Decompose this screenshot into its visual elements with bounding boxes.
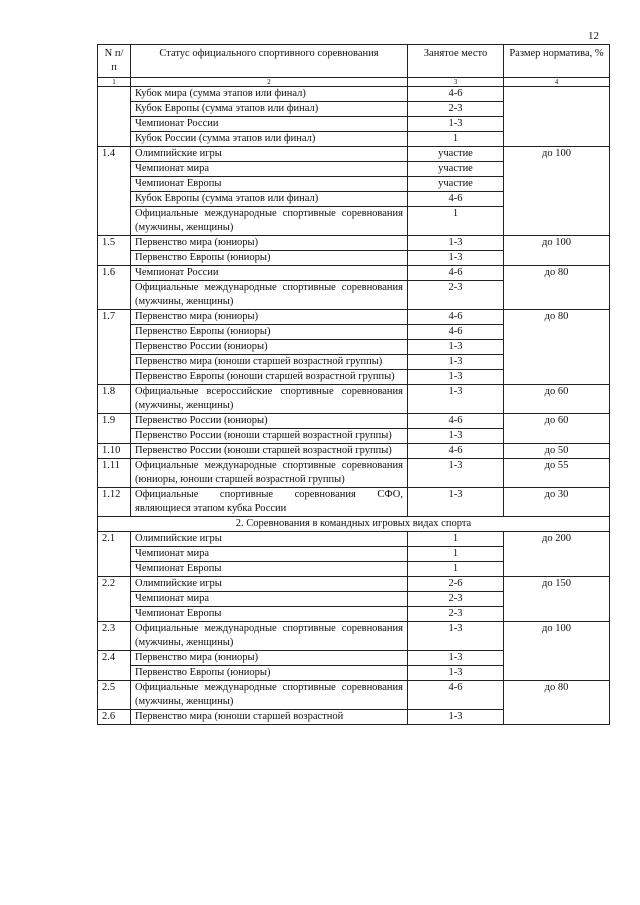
row-norm: до 80	[504, 266, 610, 310]
row-status: Олимпийские игры	[131, 147, 408, 162]
table-row	[98, 87, 610, 102]
row-place: участие	[408, 162, 504, 177]
row-status: Кубок России (сумма этапов или финал)	[131, 132, 408, 147]
table-row	[98, 488, 610, 517]
row-status: Чемпионат мира	[131, 592, 408, 607]
row-place: 1-3	[408, 236, 504, 251]
table-row	[98, 310, 610, 325]
row-status: Первенство Европы (юниоры)	[131, 325, 408, 340]
row-number: 2.5	[98, 681, 131, 710]
row-number	[98, 87, 131, 147]
table-row	[98, 147, 610, 162]
row-place: 2-6	[408, 577, 504, 592]
row-place: 4-6	[408, 310, 504, 325]
row-status: Чемпионат Европы	[131, 177, 408, 192]
section-title: 2. Соревнования в командных игровых видах спорта	[98, 517, 610, 532]
row-status: Первенство мира (юноши старшей возрастной	[131, 710, 408, 725]
row-number: 1.12	[98, 488, 131, 517]
row-place: 1-3	[408, 666, 504, 681]
table-row	[98, 622, 610, 651]
row-norm	[504, 87, 610, 147]
row-place: 1-3	[408, 117, 504, 132]
row-number: 1.10	[98, 444, 131, 459]
row-status: Первенство Европы (юниоры)	[131, 666, 408, 681]
row-status: Официальные спортивные соревнования СФО, являющиеся этапом кубка России	[131, 488, 408, 517]
row-norm: до 150	[504, 577, 610, 622]
row-place: 4-6	[408, 266, 504, 281]
header-num: N п/п	[98, 45, 131, 78]
table-row	[98, 266, 610, 281]
column-index: 4	[504, 78, 610, 87]
row-status: Официальные всероссийские спортивные соревнования (мужчины, женщины)	[131, 385, 408, 414]
row-number: 2.2	[98, 577, 131, 622]
header-place: Занятое место	[408, 45, 504, 78]
row-number: 1.7	[98, 310, 131, 385]
row-place: 1-3	[408, 622, 504, 651]
row-place: 2-3	[408, 592, 504, 607]
column-index: 1	[98, 78, 131, 87]
table-row	[98, 681, 610, 710]
row-status: Официальные международные спортивные соревнования (юниоры, юноши старшей возрастной группы)	[131, 459, 408, 488]
column-index: 2	[131, 78, 408, 87]
row-place: 4-6	[408, 87, 504, 102]
table-row	[98, 414, 610, 429]
row-place: 1-3	[408, 459, 504, 488]
row-place: 1-3	[408, 385, 504, 414]
row-norm: до 100	[504, 622, 610, 681]
row-number: 2.3	[98, 622, 131, 651]
row-place: 4-6	[408, 444, 504, 459]
header-status: Статус официального спортивного соревнования	[131, 45, 408, 78]
row-status: Первенство Европы (юноши старшей возрастной группы)	[131, 370, 408, 385]
row-number: 1.9	[98, 414, 131, 444]
page-number: 12	[588, 30, 599, 42]
row-status: Первенство мира (юниоры)	[131, 651, 408, 666]
row-place: 1-3	[408, 710, 504, 725]
row-norm: до 100	[504, 236, 610, 266]
section-row	[98, 517, 610, 532]
row-place: участие	[408, 147, 504, 162]
row-norm: до 30	[504, 488, 610, 517]
row-status: Первенство России (юниоры)	[131, 414, 408, 429]
row-status: Первенство мира (юниоры)	[131, 236, 408, 251]
row-norm: до 60	[504, 385, 610, 414]
row-norm: до 100	[504, 147, 610, 236]
row-place: участие	[408, 177, 504, 192]
row-place: 1-3	[408, 370, 504, 385]
table-row	[98, 444, 610, 459]
row-status: Олимпийские игры	[131, 577, 408, 592]
row-number: 1.5	[98, 236, 131, 266]
row-status: Первенство мира (юниоры)	[131, 310, 408, 325]
row-place: 1-3	[408, 340, 504, 355]
row-status: Чемпионат России	[131, 266, 408, 281]
table-row	[98, 385, 610, 414]
row-place: 1	[408, 207, 504, 236]
row-status: Официальные международные спортивные соревнования (мужчины, женщины)	[131, 681, 408, 710]
row-status: Первенство мира (юноши старшей возрастной группы)	[131, 355, 408, 370]
row-status: Кубок Европы (сумма этапов или финал)	[131, 102, 408, 117]
row-status: Официальные международные спортивные соревнования (мужчины, женщины)	[131, 281, 408, 310]
row-status: Кубок мира (сумма этапов или финал)	[131, 87, 408, 102]
row-place: 4-6	[408, 192, 504, 207]
row-status: Олимпийские игры	[131, 532, 408, 547]
row-status: Первенство России (юноши старшей возрастной группы)	[131, 444, 408, 459]
row-place: 2-3	[408, 607, 504, 622]
row-place: 2-3	[408, 102, 504, 117]
row-status: Первенство России (юниоры)	[131, 340, 408, 355]
row-place: 1-3	[408, 488, 504, 517]
table-row	[98, 459, 610, 488]
row-status: Чемпионат России	[131, 117, 408, 132]
row-number: 1.11	[98, 459, 131, 488]
row-status: Кубок Европы (сумма этапов или финал)	[131, 192, 408, 207]
row-place: 4-6	[408, 325, 504, 340]
row-status: Первенство Европы (юниоры)	[131, 251, 408, 266]
row-number: 1.4	[98, 147, 131, 236]
row-place: 1	[408, 547, 504, 562]
table-row	[98, 236, 610, 251]
row-status: Чемпионат Европы	[131, 562, 408, 577]
row-place: 1-3	[408, 429, 504, 444]
column-index-row	[98, 78, 610, 87]
row-status: Официальные международные спортивные соревнования (мужчины, женщины)	[131, 207, 408, 236]
row-place: 1	[408, 532, 504, 547]
row-place: 1-3	[408, 651, 504, 666]
row-norm: до 60	[504, 414, 610, 444]
row-status: Официальные международные спортивные соревнования (мужчины, женщины)	[131, 622, 408, 651]
row-number: 1.6	[98, 266, 131, 310]
table-row	[98, 577, 610, 592]
row-number: 1.8	[98, 385, 131, 414]
row-place: 1-3	[408, 355, 504, 370]
row-norm: до 80	[504, 310, 610, 385]
norms-table	[97, 44, 610, 725]
row-place: 1-3	[408, 251, 504, 266]
row-norm: до 80	[504, 681, 610, 725]
row-status: Чемпионат Европы	[131, 607, 408, 622]
row-status: Первенство России (юноши старшей возрастной группы)	[131, 429, 408, 444]
row-norm: до 50	[504, 444, 610, 459]
header-norm: Размер норматива, %	[504, 45, 610, 78]
row-status: Чемпионат мира	[131, 162, 408, 177]
row-number: 2.4	[98, 651, 131, 681]
row-place: 4-6	[408, 681, 504, 710]
header-row	[98, 45, 610, 78]
row-norm: до 55	[504, 459, 610, 488]
row-number: 2.6	[98, 710, 131, 725]
row-place: 2-3	[408, 281, 504, 310]
row-place: 4-6	[408, 414, 504, 429]
row-number: 2.1	[98, 532, 131, 577]
table-row	[98, 532, 610, 547]
column-index: 3	[408, 78, 504, 87]
row-status: Чемпионат мира	[131, 547, 408, 562]
row-place: 1	[408, 562, 504, 577]
row-norm: до 200	[504, 532, 610, 577]
row-place: 1	[408, 132, 504, 147]
